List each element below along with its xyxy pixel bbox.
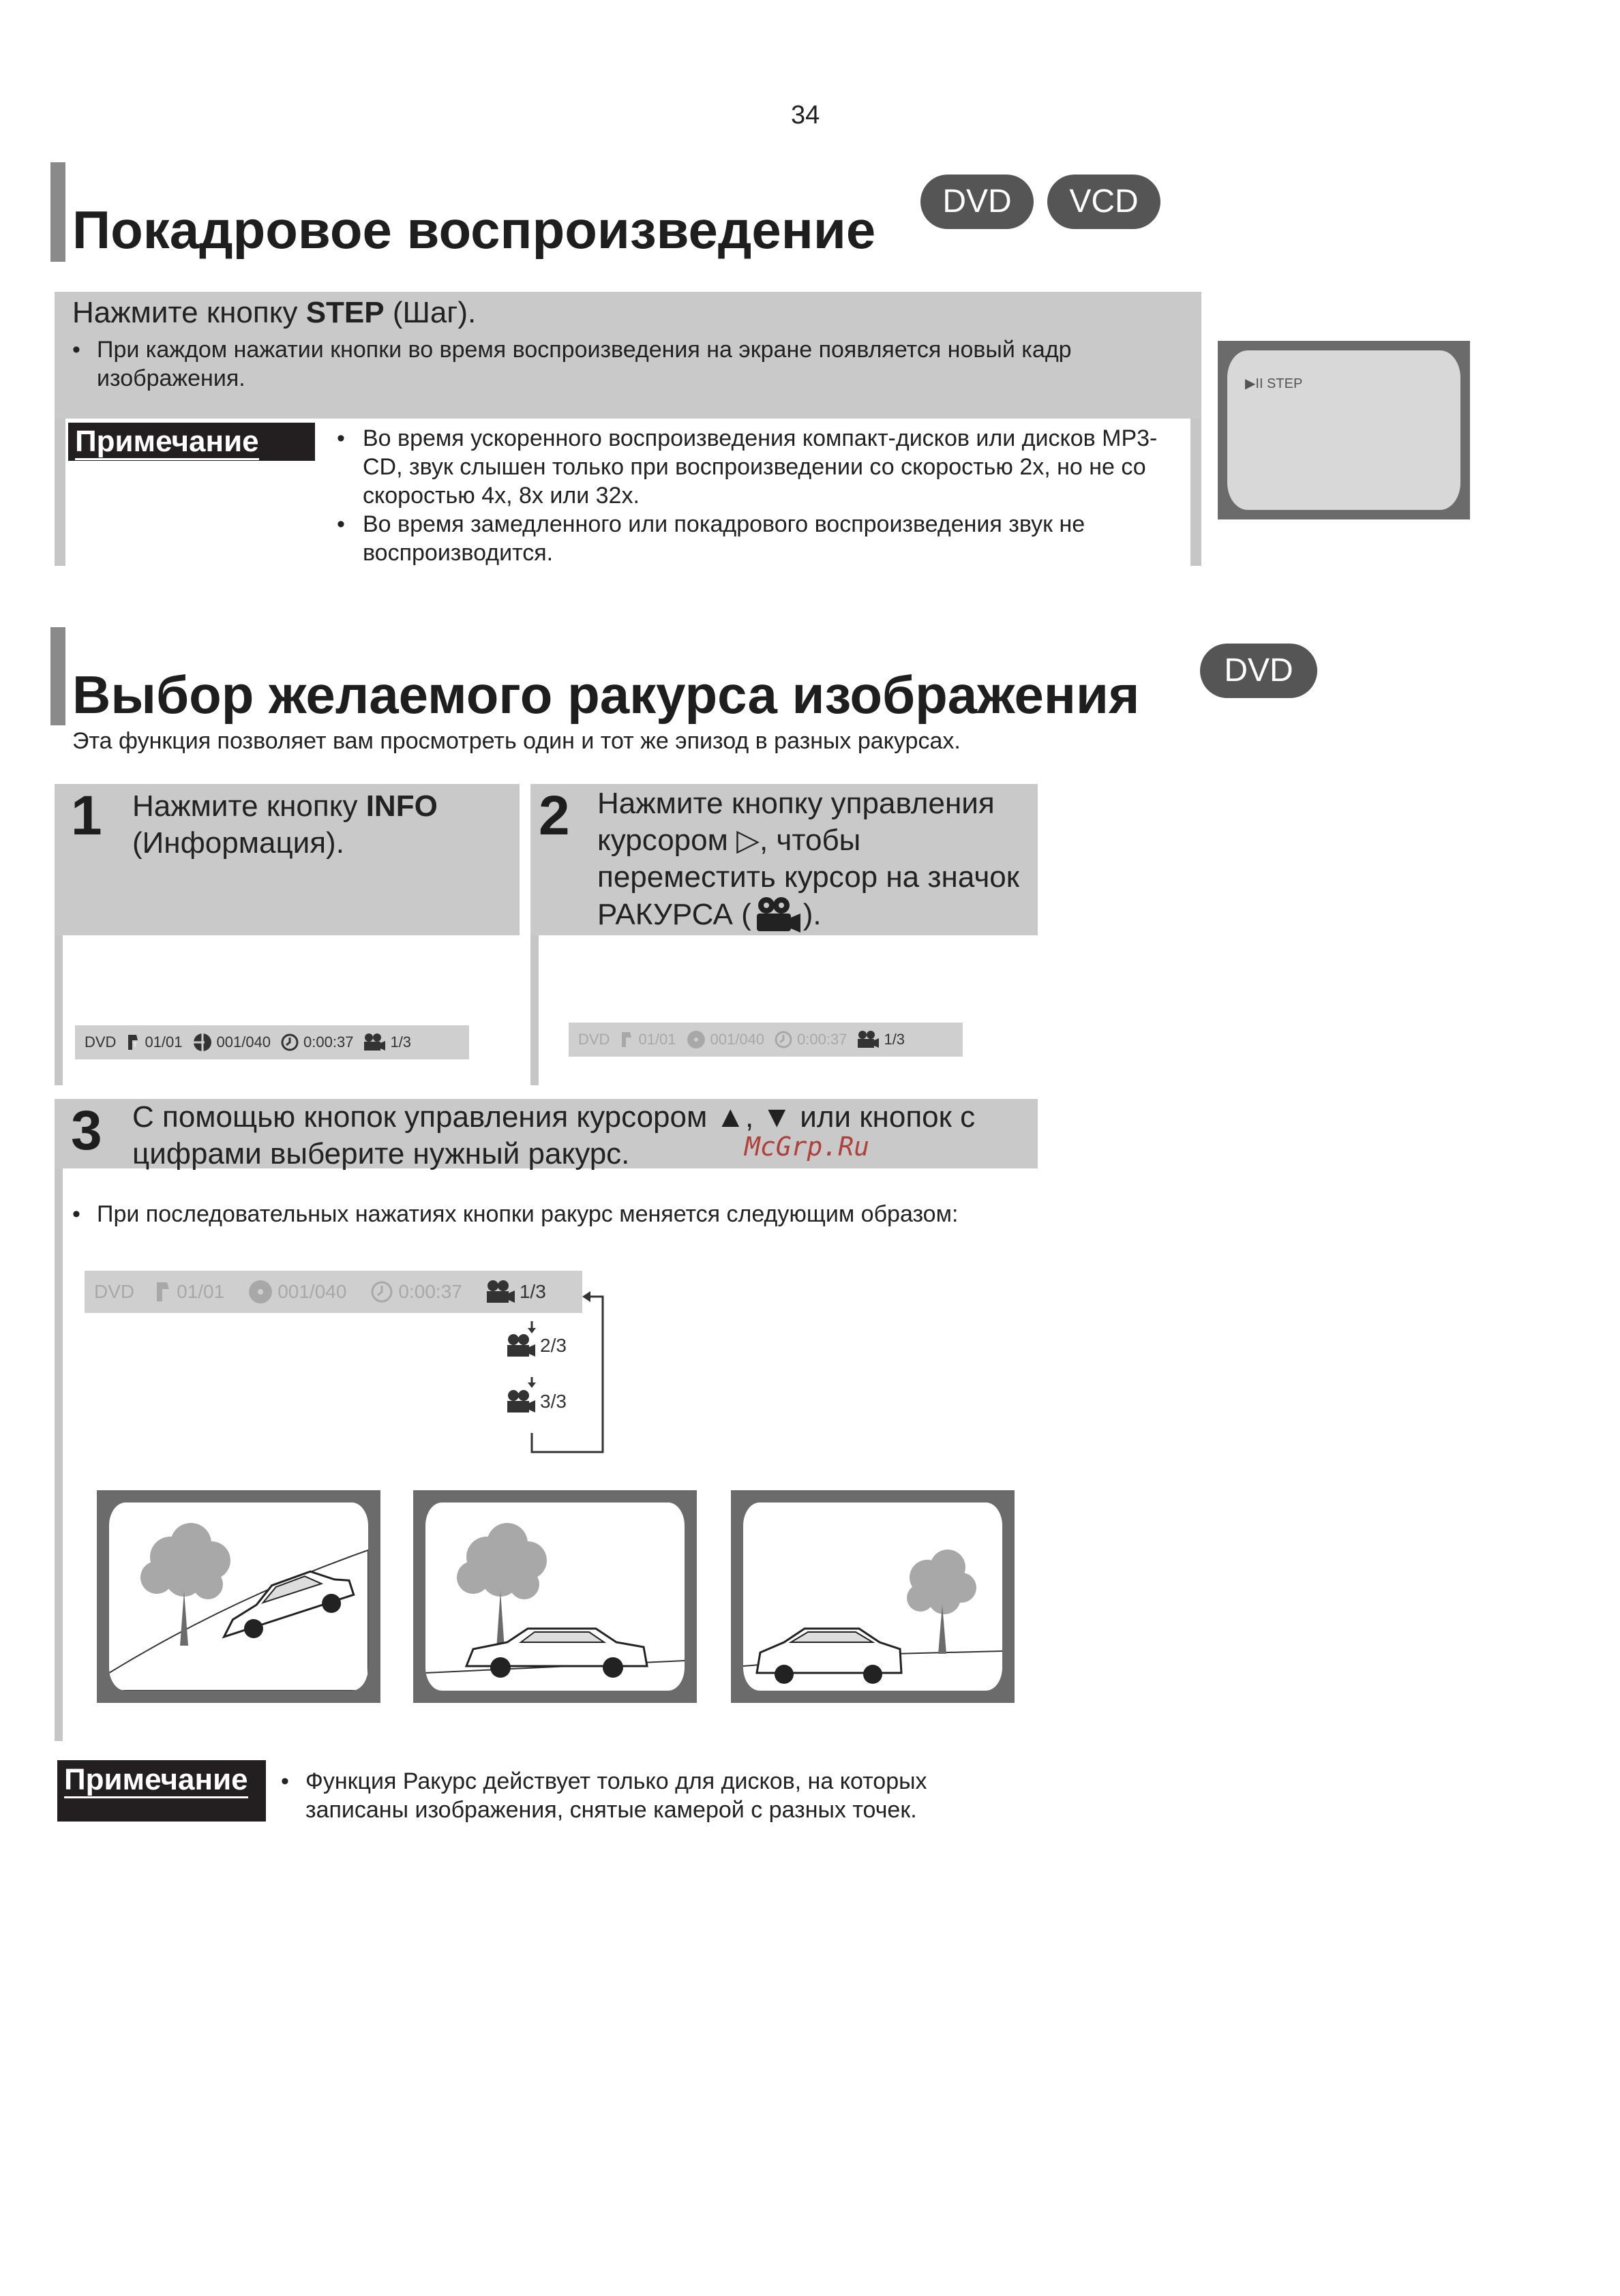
section-title-angle: Выбор желаемого ракурса изображения: [72, 665, 1140, 725]
disc-icon: [192, 1032, 213, 1053]
step-bullet: • При каждом нажатии кнопки во время воспроизведения на экране появляется новый кадр изображения.: [72, 337, 1072, 391]
note-item: • Функция Ракурс действует только для дисков, на которых записаны изображения, снятые камерой с разных точек.: [281, 1768, 927, 1823]
tv-frame: [1218, 341, 1470, 519]
osd-angle: 1/3: [856, 1030, 905, 1049]
clock-icon: [280, 1033, 299, 1052]
title-icon: [125, 1033, 140, 1051]
step-osd-label: ▶II STEP: [1245, 376, 1303, 391]
box-left-line: [530, 935, 539, 1085]
note-label: Примечание: [57, 1760, 266, 1822]
osd-time: 0:00:37: [370, 1280, 462, 1304]
angle-option: 3/3: [506, 1389, 567, 1414]
page-number: 34: [791, 101, 820, 130]
watermark: McGrp.Ru: [745, 1132, 870, 1162]
note-list: [337, 424, 1175, 567]
section-intro: Эта функция позволяет вам просмотреть один и тот же эпизод в разных ракурсах.: [72, 728, 961, 754]
title-icon: [619, 1031, 634, 1048]
heading-bar: [50, 627, 65, 725]
osd-disc-type: DVD: [578, 1031, 610, 1048]
step1-text: Нажмите кнопку INFO (Информация).: [132, 789, 438, 860]
osd-angle: 1/3: [363, 1033, 411, 1052]
note-item: • Во время замедленного или покадрового воспроизведения звук не воспроизводится.: [337, 511, 1085, 566]
frame-screen: [743, 1502, 1002, 1691]
frame-screen: [109, 1502, 368, 1691]
osd-title: 01/01: [619, 1031, 676, 1048]
osd-chapter: 001/040: [192, 1032, 271, 1053]
disc-icon: [686, 1029, 706, 1050]
osd-time: 0:00:37: [774, 1030, 847, 1049]
badge-dvd: DVD: [1200, 644, 1317, 698]
box-left-line: [55, 1168, 63, 1741]
note-label: Примечание: [68, 423, 315, 461]
osd-chapter: 001/040: [247, 1279, 346, 1305]
step-number: 2: [539, 785, 570, 847]
svg-text:T: T: [133, 1042, 138, 1049]
clock-icon: [774, 1030, 793, 1049]
angle-frame-1: [97, 1490, 380, 1703]
camera-angle-icon: [856, 1030, 880, 1049]
osd-disc-type: DVD: [85, 1033, 117, 1051]
step3-text: С помощью кнопок управления курсором ▲, ▼ или кнопок с цифрами выберите нужный ракурс.: [132, 1100, 976, 1170]
osd-chapter: 001/040: [686, 1029, 765, 1050]
camera-angle-icon: [751, 896, 803, 934]
osd-title: 01/01: [153, 1280, 224, 1303]
tree-and-car-illustration: [425, 1502, 685, 1691]
box-left-line: [55, 419, 65, 566]
angle-cycle-arrows: [505, 1282, 614, 1472]
tree-and-car-illustration: [743, 1502, 1002, 1691]
osd-time: 0:00:37: [280, 1033, 353, 1052]
osd-angle: 1/3: [485, 1280, 546, 1304]
angle-frame-3: [731, 1490, 1015, 1703]
section-title-step: Покадровое воспроизведение: [72, 200, 876, 260]
clock-icon: [370, 1280, 394, 1304]
frame-screen: [425, 1502, 685, 1691]
heading-bar: [50, 162, 65, 262]
step-number: 1: [71, 785, 102, 847]
camera-angle-icon: [363, 1033, 386, 1052]
osd-bar: [569, 1023, 963, 1057]
title-icon: [153, 1280, 172, 1303]
box-right-line: [1190, 419, 1201, 566]
box-left-line: [55, 935, 63, 1085]
tree-and-car-illustration: [109, 1502, 368, 1691]
osd-disc-type: DVD: [94, 1281, 135, 1302]
angle-bullet: • При последовательных нажатиях кнопки ракурс меняется следующим образом:: [72, 1201, 959, 1227]
step-instruction: Нажмите кнопку STEP (Шаг).: [72, 296, 477, 329]
angle-frame-2: [413, 1490, 697, 1703]
angle-option: 2/3: [506, 1333, 567, 1358]
tv-screen: [1227, 350, 1460, 510]
badge-dvd: DVD: [920, 175, 1034, 229]
disc-icon: [247, 1279, 273, 1305]
osd-title: T 01/01: [125, 1033, 182, 1051]
osd-bar: [75, 1025, 469, 1059]
note-item: • Во время ускоренного воспроизведения компакт-дисков или дисков MP3-CD, звук слышен только при воспроизведении со скоростью 2x, но не со скоростью 4x, 8x или 32x.: [337, 425, 1158, 509]
badge-vcd: VCD: [1047, 175, 1160, 229]
step2-text: Нажмите кнопку управления курсором ▷, чтобы переместить курсор на значок РАКУРСА ( ).: [597, 785, 1019, 934]
step-number: 3: [71, 1100, 102, 1162]
